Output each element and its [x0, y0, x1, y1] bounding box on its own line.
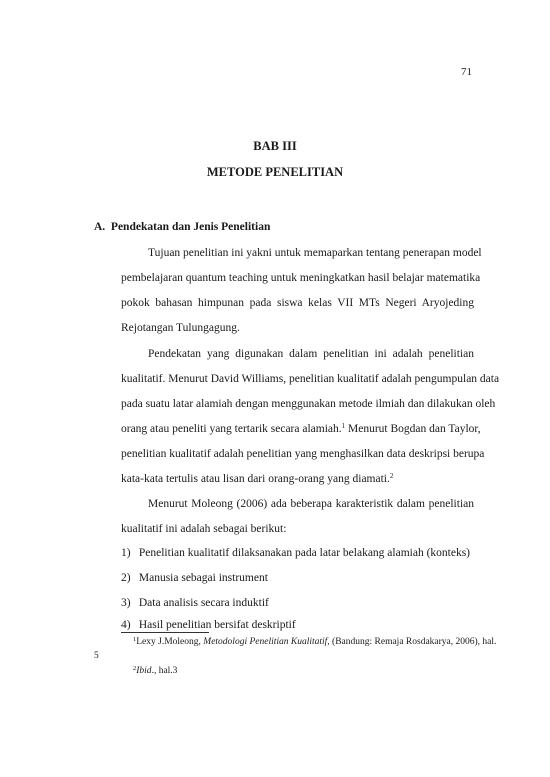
- section-heading: A. Pendekatan dan Jenis Penelitian: [94, 221, 271, 233]
- footnote-book-title: Metodologi Penelitian Kualitatif: [203, 637, 328, 647]
- footnote-ref-2: 2: [389, 472, 394, 480]
- footnote-2: [133, 666, 177, 676]
- paragraph-line: kualitatif. Menurut David Williams, penelitian kualitatif adalah pengumpulan data: [121, 373, 500, 385]
- footnote-marker: 1: [133, 636, 137, 643]
- paragraph-text: orang atau peneliti yang tertarik secara alamiah.: [121, 423, 342, 435]
- list-number: 4): [121, 619, 131, 631]
- chapter-number: BAB III: [253, 139, 297, 153]
- footnote-1-continuation: 5: [94, 651, 99, 661]
- paragraph-text: Menurut Bogdan dan Taylor,: [345, 423, 481, 435]
- paragraph-line: Pendekatan yang digunakan dalam penelitian ini adalah penelitian: [148, 348, 474, 360]
- paragraph-line: pokok bahasan himpunan pada siswa kelas VII MTs Negeri Aryojeding: [121, 297, 474, 309]
- paragraph-line: kualitatif ini adalah sebagai berikut:: [121, 523, 287, 535]
- paragraph-text: kata-kata tertulis atau lisan dari orang-orang yang diamati.: [121, 473, 390, 485]
- footnote-divider: [121, 632, 209, 633]
- list-text: Hasil penelitian bersifat deskriptif: [138, 619, 296, 631]
- footnote-ibid: Ibid: [136, 666, 152, 676]
- list-text: Data analisis secara induktif: [138, 597, 269, 609]
- list-text: Manusia sebagai instrument: [138, 572, 268, 584]
- paragraph-line: Tujuan penelitian ini yakni untuk memaparkan tentang penerapan model: [148, 247, 482, 259]
- footnote-text: , (Bandung: Remaja Rosdakarya, 2006), hal.: [327, 637, 497, 647]
- footnote-1: [133, 636, 497, 647]
- footnote-text: Lexy J.Moleong,: [136, 637, 204, 647]
- paragraph-line: Rejotangan Tulungagung.: [121, 322, 240, 334]
- paragraph-line: [121, 422, 481, 436]
- paragraph-line: penelitian kualitatif adalah penelitian yang menghasilkan data deskripsi berupa: [121, 448, 485, 460]
- list-item: [121, 572, 268, 584]
- list-text: Penelitian kualitatif dilaksanakan pada latar belakang alamiah (konteks): [138, 547, 471, 559]
- paragraph-line: pembelajaran quantum teaching untuk meningkatkan hasil belajar matematika: [121, 272, 481, 284]
- page-number: 71: [461, 66, 472, 78]
- list-item: [121, 597, 269, 609]
- chapter-title: METODE PENELITIAN: [206, 165, 344, 179]
- footnote-ref-1: 1: [341, 422, 346, 430]
- list-number: 2): [121, 572, 131, 584]
- paragraph-line: Menurut Moleong (2006) ada beberapa karakteristik dalam penelitian: [148, 498, 474, 510]
- footnote-marker: 2: [133, 665, 137, 672]
- paragraph-line: pada suatu latar alamiah dengan menggunakan metode ilmiah dan dilakukan oleh: [121, 398, 496, 410]
- list-item: [121, 547, 470, 559]
- paragraph-line: [121, 472, 474, 486]
- list-number: 1): [121, 547, 131, 559]
- footnote-text: ., hal.3: [151, 666, 178, 676]
- list-number: 3): [121, 597, 131, 609]
- list-item: [121, 619, 296, 631]
